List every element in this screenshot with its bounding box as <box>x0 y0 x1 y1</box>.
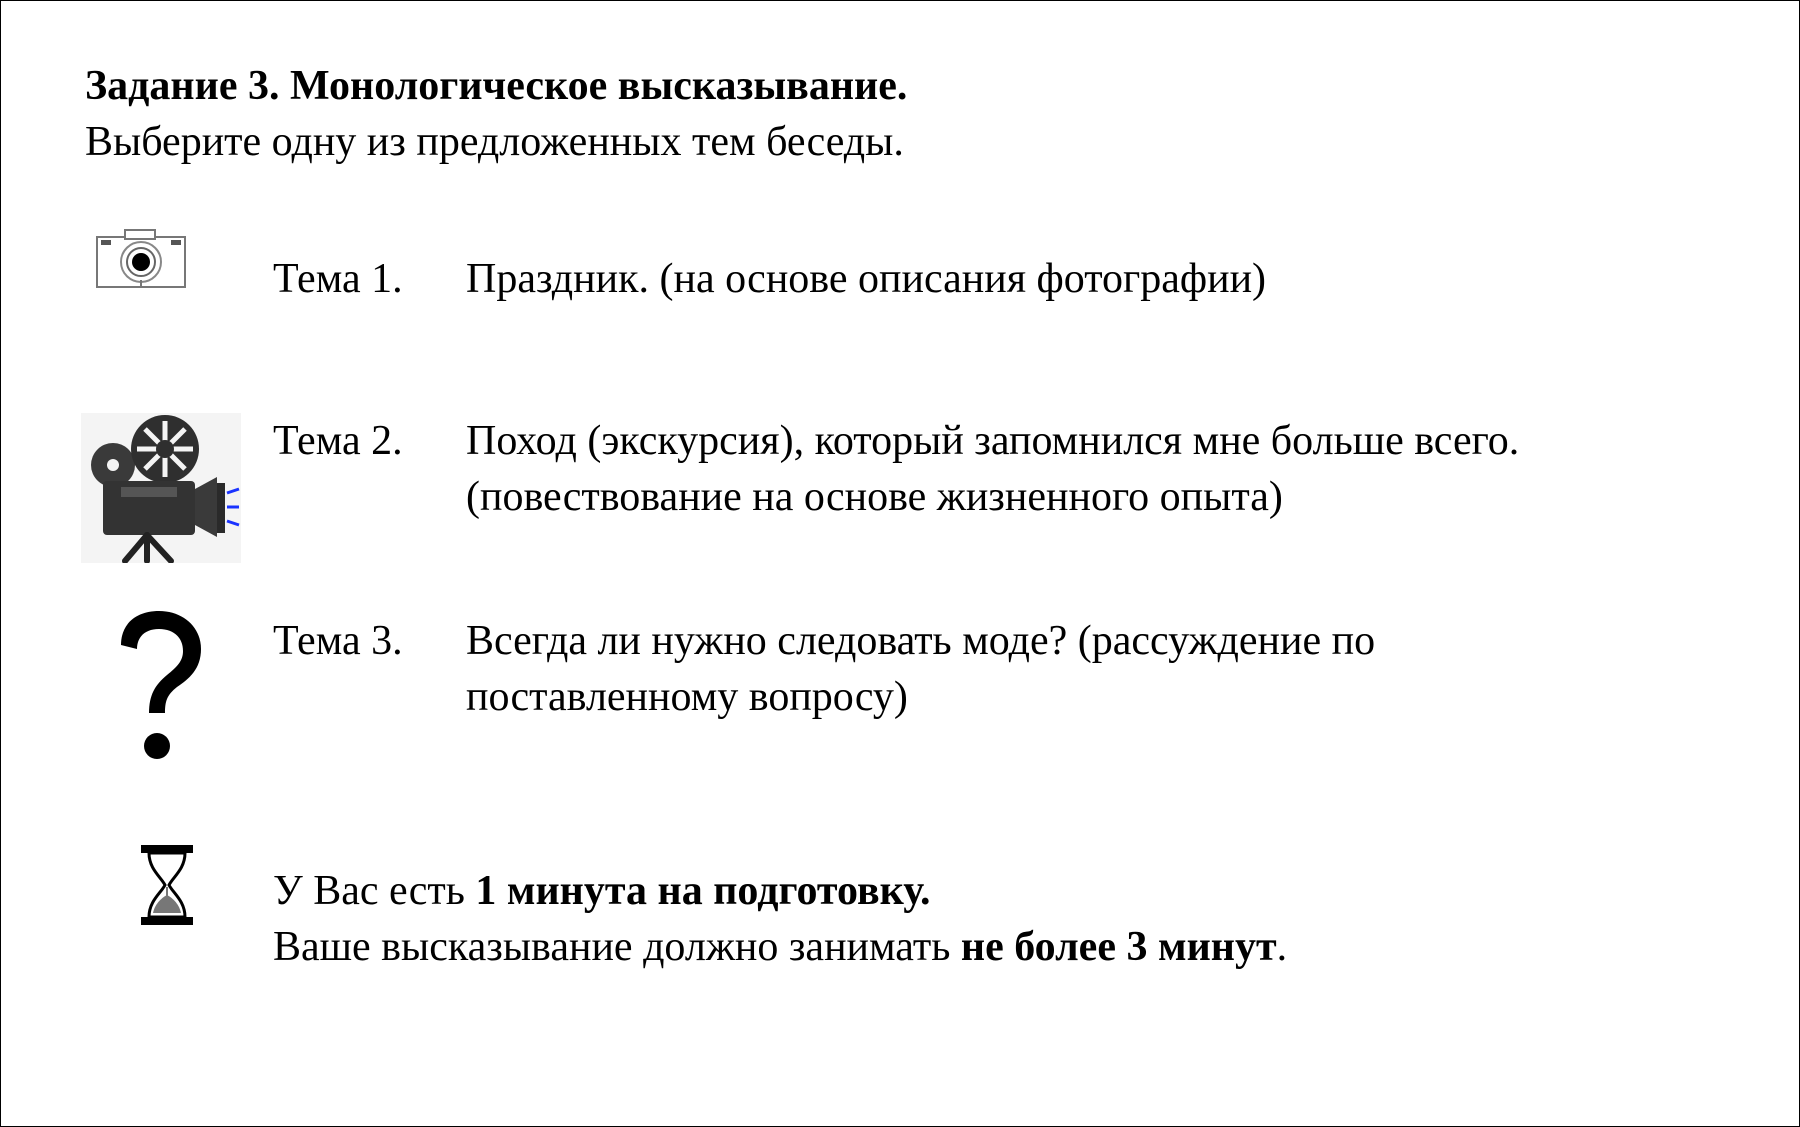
topic-3-line-1: Всегда ли нужно следовать моде? (рассуждение по <box>466 618 1376 664</box>
answer-time-note <box>273 919 1287 975</box>
topic-2-label: Тема 2. <box>273 418 403 464</box>
answer-time-emphasis: не более 3 минут <box>960 924 1277 970</box>
topic-3-line-2: поставленному вопросу) <box>466 674 908 720</box>
topic-3-label: Тема 3. <box>273 618 403 664</box>
task-title: Задание 3. Монологическое высказывание. <box>85 63 908 109</box>
task-instruction: Выберите одну из предложенных тем беседы. <box>85 119 904 165</box>
question-mark-icon <box>109 609 209 763</box>
prep-time-note <box>273 863 931 919</box>
answer-time-suffix: . <box>1276 924 1288 970</box>
film-projector-icon <box>81 413 241 563</box>
topic-2-line-1: Поход (экскурсия), который запомнился мне больше всего. <box>466 418 1520 464</box>
topic-2-line-2: (повествование на основе жизненного опыта) <box>466 474 1283 520</box>
topic-1-label: Тема 1. <box>273 256 403 302</box>
prep-time-emphasis: 1 минута на подготовку. <box>475 868 931 914</box>
answer-time-text: Ваше высказывание должно занимать <box>273 924 961 970</box>
hourglass-icon <box>139 843 195 927</box>
prep-time-text: У Вас есть <box>273 868 476 914</box>
topic-1-line-1: Праздник. (на основе описания фотографии) <box>466 256 1267 302</box>
camera-icon <box>95 227 191 293</box>
